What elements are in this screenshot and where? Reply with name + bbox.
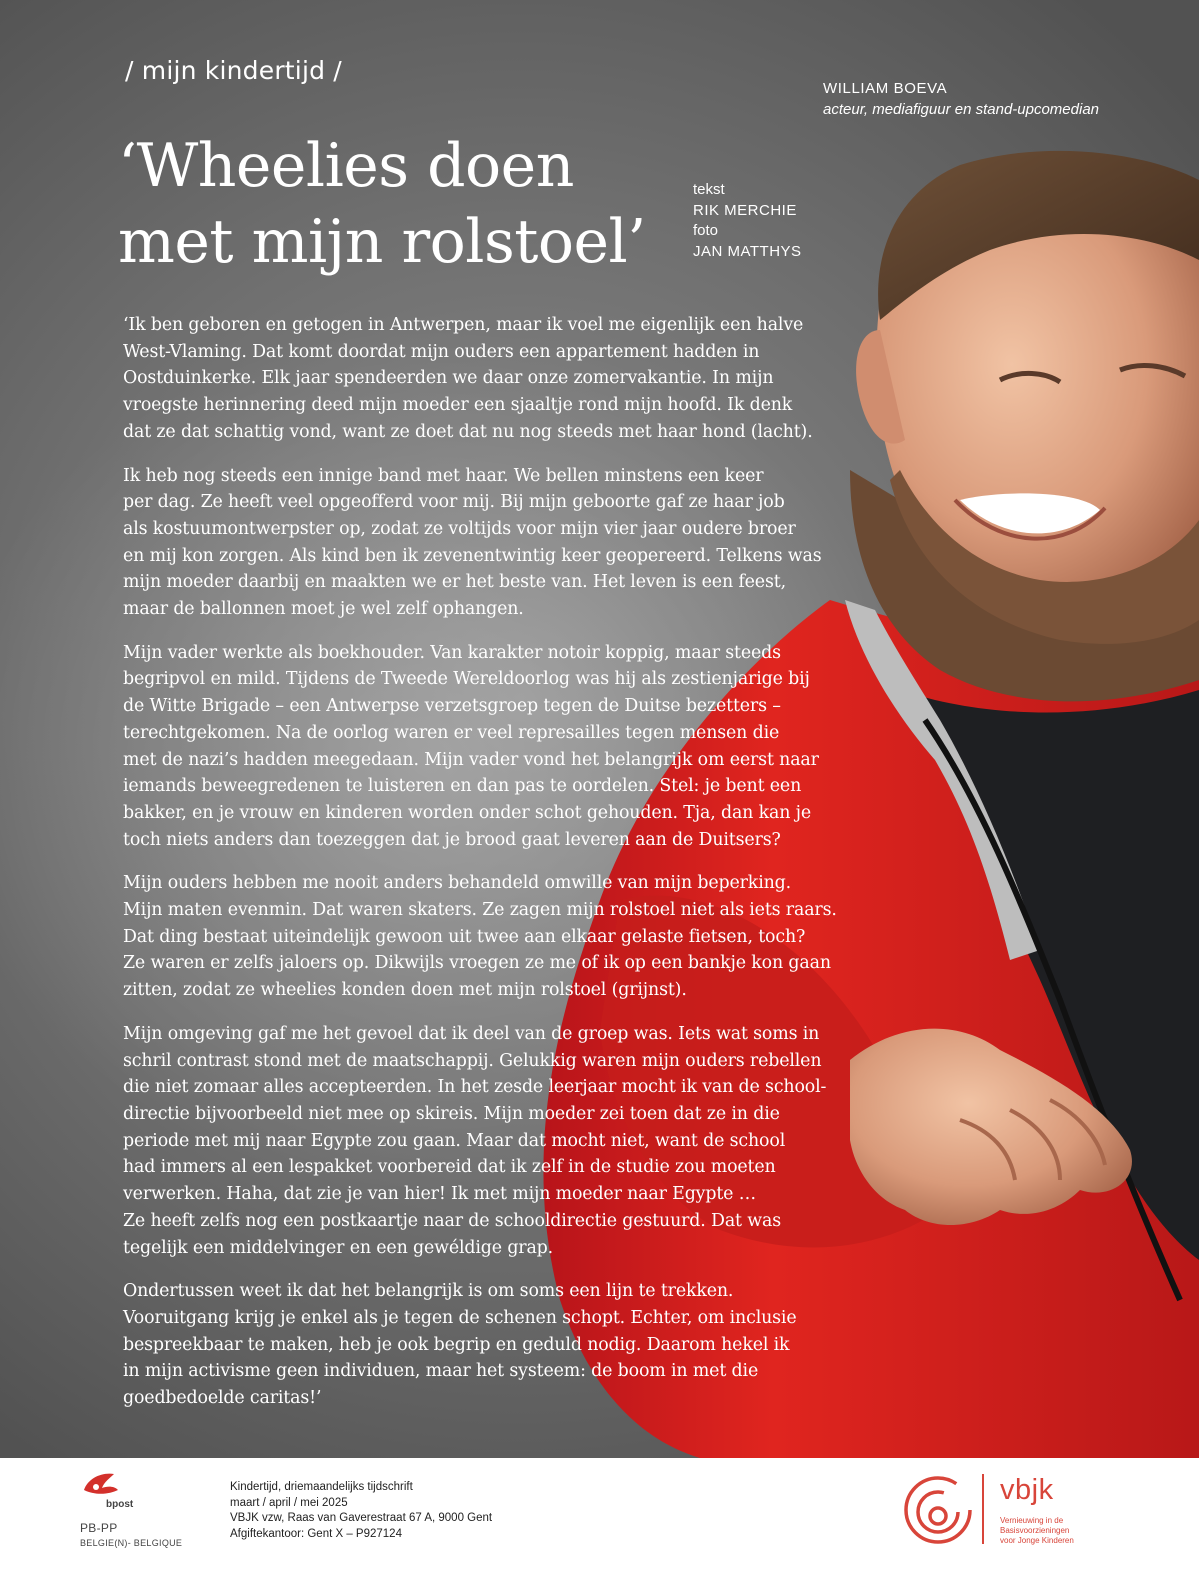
text-line: als kostuumontwerpster op, zodat ze voltijds voor mijn vier jaar oudere broer: [123, 518, 796, 539]
text-line: vroegste herinnering deed mijn moeder een sjaaltje rond mijn hoofd. Ik denk: [123, 395, 793, 416]
bpost-block: [78, 1468, 208, 1558]
text-line: schril contrast stond met de maatschappij. Gelukkig waren mijn ouders rebellen: [123, 1050, 822, 1071]
vbjk-logo-icon: [900, 1472, 976, 1548]
paragraph: [123, 870, 853, 1004]
paragraph: [123, 1278, 853, 1412]
text-line: Mijn omgeving gaf me het gevoel dat ik deel van de groep was. Iets wat soms in: [123, 1023, 820, 1044]
text-line: met de nazi’s hadden meegedaan. Mijn vader vond het belangrijk om eerst naar: [123, 749, 819, 770]
text-line: bakker, en je vrouw en kinderen worden onder schot gehouden. Tja, dan kan je: [123, 802, 812, 823]
text-line: mijn moeder daarbij en maakten we er het beste van. Het leven is een feest,: [123, 572, 786, 593]
article-body: [123, 312, 853, 1429]
credit-photo-author: JAN MATTHYS: [693, 242, 802, 260]
text-line: iemands beweegredenen te luisteren en dan pas te oordelen. Stel: je bent een: [123, 776, 802, 797]
subject-role: acteur, mediafiguur en stand-upcomedian: [823, 101, 1100, 118]
bpost-logo-text: bpost: [106, 1499, 134, 1510]
publication-info: [230, 1480, 492, 1542]
text-line: West-Vlaming. Dat komt doordat mijn ouders een appartement hadden in: [123, 341, 760, 362]
bpost-logo-icon: [80, 1468, 126, 1502]
text-line: Ik heb nog steeds een innige band met haar. We bellen minstens een keer: [123, 465, 764, 486]
paragraph: [123, 1021, 853, 1261]
text-line: terechtgekomen. Na de oorlog waren er veel represailles tegen mensen die: [123, 722, 780, 743]
text-line: Ondertussen weet ik dat het belangrijk is om soms een lijn te trekken.: [123, 1281, 734, 1302]
vbjk-tagline-line: Vernieuwing in de: [1000, 1516, 1064, 1525]
bpost-code: PB-PP: [80, 1521, 118, 1535]
text-line: bespreekbaar te maken, heb je ook begrip en geduld nodig. Daarom hekel ik: [123, 1334, 790, 1355]
vbjk-tagline-line: Basisvoorzieningen: [1000, 1526, 1070, 1535]
credits: [693, 180, 802, 262]
text-line: Vooruitgang krijg je enkel als je tegen de schenen schopt. Echter, om inclusie: [123, 1307, 797, 1328]
text-line: directie bijvoorbeeld niet mee op skireis. Mijn moeder zei toen dat ze in die: [123, 1103, 780, 1124]
paragraph: [123, 463, 853, 623]
vbjk-divider: [982, 1474, 984, 1544]
text-line: dat ze dat schattig vond, want ze doet dat nu nog steeds met haar hond (lacht).: [123, 421, 813, 442]
text-line: Mijn maten evenmin. Dat waren skaters. Ze zagen mijn rolstoel niet als iets raars.: [123, 900, 837, 921]
text-line: maar de ballonnen moet je wel zelf ophangen.: [123, 599, 524, 620]
vbjk-tagline-line: voor Jonge Kinderen: [1000, 1536, 1074, 1545]
publication-line: Afgiftekantoor: Gent X – P927124: [230, 1527, 402, 1540]
text-line: periode met mij naar Egypte zou gaan. Maar dat mocht niet, want de school: [123, 1130, 786, 1151]
text-line: Ze heeft zelfs nog een postkaartje naar de schooldirectie gestuurd. Dat was: [123, 1210, 781, 1231]
text-line: begripvol en mild. Tijdens de Tweede Wereldoorlog was hij als zestienjarige bij: [123, 669, 810, 690]
text-line: de Witte Brigade – een Antwerpse verzetsgroep tegen de Duitse bezetters –: [123, 696, 781, 717]
text-line: ‘Ik ben geboren en getogen in Antwerpen, maar ik voel me eigenlijk een halve: [123, 315, 804, 335]
headline: [118, 128, 678, 280]
paragraph: [123, 640, 853, 854]
credit-photo-label: foto: [693, 222, 719, 239]
subject-name: WILLIAM BOEVA: [823, 80, 948, 97]
text-line: tegelijk een middelvinger en een gewéldige grap.: [123, 1237, 554, 1258]
text-line: Dat ding bestaat uiteindelijk gewoon uit twee aan elkaar gelaste fietsen, toch?: [123, 926, 806, 947]
text-line: Oostduinkerke. Elk jaar spendeerden we daar onze zomervakantie. In mijn: [123, 368, 774, 389]
section-kicker: / mijn kindertijd /: [125, 56, 342, 85]
text-line: goedbedoelde caritas!’: [123, 1388, 322, 1409]
subject-info: [823, 78, 1099, 120]
credit-text-label: tekst: [693, 181, 725, 198]
text-line: en mij kon zorgen. Als kind ben ik zevenentwintig keer geopereerd. Telkens was: [123, 545, 822, 566]
text-line: Mijn vader werkte als boekhouder. Van karakter notoir koppig, maar steeds: [123, 642, 781, 663]
credit-text-author: RIK MERCHIE: [693, 201, 797, 219]
text-line: in mijn activisme geen individuen, maar het systeem: de boom in met die: [123, 1361, 759, 1382]
text-line: Mijn ouders hebben me nooit anders behandeld omwille van mijn beperking.: [123, 873, 792, 894]
vbjk-logo: [900, 1472, 1100, 1562]
text-line: Ze waren er zelfs jaloers op. Dikwijls vroegen ze me of ik op een bankje kon gaan: [123, 953, 831, 974]
text-line: had immers al een lespakket voorbereid dat ik zelf in de studie zou moeten: [123, 1157, 776, 1178]
text-line: toch niets anders dan toezeggen dat je brood gaat leveren aan de Duitsers?: [123, 829, 781, 850]
text-line: verwerken. Haha, dat zie je van hier! Ik met mijn moeder naar Egypte …: [123, 1184, 756, 1205]
bpost-country: BELGIE(N)- BELGIQUE: [80, 1538, 183, 1548]
text-line: die niet zomaar alles accepteerden. In het zesde leerjaar mocht ik van de school-: [123, 1077, 827, 1098]
publication-line: VBJK vzw, Raas van Gaverestraat 67 A, 9000 Gent: [230, 1512, 493, 1524]
paragraph: [123, 312, 853, 446]
text-line: per dag. Ze heeft veel opgeofferd voor mij. Bij mijn geboorte gaf ze haar job: [123, 492, 785, 513]
publication-line: Kindertijd, driemaandelijks tijdschrift: [230, 1481, 413, 1493]
headline-line-1: ‘Wheelies doen: [118, 131, 574, 201]
vbjk-name: vbjk: [1000, 1474, 1054, 1506]
mailing-footer: [0, 1458, 1199, 1577]
vbjk-tagline: [1000, 1516, 1074, 1546]
headline-line-2: met mijn rolstoel’: [118, 207, 646, 277]
publication-line: maart / april / mei 2025: [230, 1496, 348, 1509]
text-line: zitten, zodat ze wheelies konden doen met mijn rolstoel (grijnst).: [123, 980, 687, 1001]
